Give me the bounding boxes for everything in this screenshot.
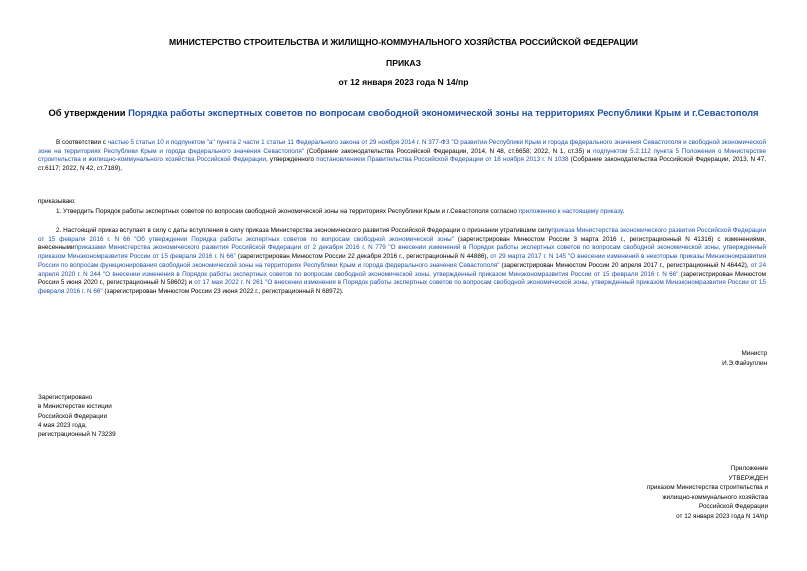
appendix-line: УТВЕРЖДЕН <box>728 474 768 482</box>
order-779-link[interactable]: приказами Министерства экономического развития Российской Федерации от 2 декабря 2016 г. N 779 "О внесении изменений в Порядок работы экспертных советов по вопросам свободной экономической зоны, утвержденный приказом Минэкономразвития России от 15 февраля 2016 г. N 66" <box>38 244 766 261</box>
preamble-paragraph <box>38 139 766 174</box>
title-link[interactable]: Порядка работы экспертных советов по вопросам свободной экономической зоны на территориях Республики Крым и г.Севастополя <box>128 107 759 118</box>
ministry-heading: МИНИСТЕРСТВО СТРОИТЕЛЬСТВА И ЖИЛИЩНО-КОММУНАЛЬНОГО ХОЗЯЙСТВА РОССИЙСКОЙ ФЕДЕРАЦИИ <box>169 37 638 47</box>
preamble-text-4: (Собрание законодательства Российской Федерации, 2013, N 47, ст.6117; 2022, N 42, ст.7189), <box>38 156 767 173</box>
appendix-line: Приложение <box>730 465 768 472</box>
registration-line: Зарегистрировано <box>38 394 93 401</box>
registration-line: 4 мая 2023 года, <box>38 421 87 429</box>
appendix-link[interactable]: приложению к настоящему приказу <box>518 208 623 215</box>
regulation-link[interactable]: подпунктом 5.2.112 пункта 5 Положения о Министерстве строительства и жилищно-коммунального хозяйства Российской Федерации <box>38 147 766 164</box>
document-date-number: от 12 января 2023 года N 14/пр <box>338 77 469 87</box>
item-2-text-6: (зарегистрирован Минюстом России 23 июня 2022 г., регистрационный N 68972). <box>102 287 344 295</box>
preamble-text-3: , утвержденного <box>265 156 317 164</box>
appendix-line: Российской Федерации <box>699 503 768 511</box>
federal-law-link[interactable]: частью 5 статьи 10 и подпунктом "а" пункта 2 части 1 статьи 11 Федерального закона от 29 ноября 2014 г. N 377-ФЗ "О развитии Республики Крым и города федерального значения Севастополя и свободной экономической зоне на территориях Республики Крым и города федерального значения Севастополя" <box>38 139 766 155</box>
order-244-link[interactable]: от 24 апреля 2020 г. N 244 "О внесении изменения в Порядок работы экспертных советов по вопросам свободной экономической зоны, утвержденный приказом Минэкономразвития России от 15 февраля 2016 г. N 66" <box>38 261 766 278</box>
government-resolution-link[interactable]: постановлением Правительства Российской Федерации от 18 ноября 2013 г. N 1038 <box>316 156 569 164</box>
item-2-text-2: (зарегистрирован Минюстом России 3 марта 2016 г., регистрационный N 41316) с изменениями, внесенными <box>38 235 766 252</box>
preamble-text-2: (Собрание законодательства Российской Федерации, 2014, N 48, ст.6658; 2022, N 1, ст.35) и <box>304 147 594 155</box>
registration-line: Российской Федерации <box>38 412 107 420</box>
item-2 <box>38 227 766 297</box>
order-66-link[interactable]: приказа Министерства экономического развития Российской Федерации от 15 февраля 2016 г. N 66 "Об утверждении Порядка работы экспертных советов по вопросам свободной экономической зоны" <box>38 227 767 243</box>
signature-name: И.Э.Файзуллин <box>722 359 767 367</box>
appendix-line: приказом Министерства строительства и <box>646 484 768 492</box>
item-2-text-1: 2. Настоящий приказ вступает в силу с даты вступления в силу приказа Министерства экономического развития Российской Федерации о признании утратившим силу <box>56 227 552 234</box>
preamble-text-1: В соответствии с <box>56 139 108 146</box>
item-1 <box>38 208 766 217</box>
order-145-link[interactable]: от 29 марта 2017 г. N 145 "О внесении изменений в некоторые приказы Минэкономразвития России по вопросам функционирования свободной экономической зоны на территориях Республики Крым и города федерального значения Севастополя" <box>38 253 767 269</box>
appendix-line: от 12 января 2023 года N 14/пр <box>676 512 768 520</box>
document-type: ПРИКАЗ <box>386 58 421 68</box>
order-261-link[interactable]: от 17 мая 2022 г. N 261 "О внесении изменения в Порядок работы экспертных советов по вопросам свободной экономической зоны, утвержденный приказом Минэкономразвития России от 15 февраля 2016 г. N 66" <box>38 279 766 295</box>
item-2-text-3: (зарегистрирован Минюстом России 22 декабря 2016 г., регистрационный N 44886), <box>235 253 491 261</box>
item-2-text-5: (зарегистрирован Минюстом России 5 июня 2020 г., регистрационный N 58602) и <box>38 270 766 287</box>
title-prefix: Об утверждении <box>48 107 129 118</box>
appendix-block <box>647 464 768 522</box>
item-1-text: 1. Утвердить Порядок работы экспертных советов по вопросам свободной экономической зоны на территориях Республики Крым и г.Севастополя согласно <box>56 208 519 215</box>
signature-block <box>722 349 767 368</box>
registration-line: регистрационный N 73239 <box>38 431 116 439</box>
item-2-text-4: (зарегистрирован Минюстом России 20 апреля 2017 г., регистрационный N 46442), <box>499 261 751 269</box>
document-title <box>0 107 807 118</box>
orders-word: приказываю: <box>38 198 76 205</box>
item-1-text-end: . <box>622 208 625 215</box>
appendix-line: жилищно-коммунального хозяйства <box>662 493 768 501</box>
signature-position: Министр <box>741 350 767 357</box>
registration-line: в Министерстве юстиции <box>38 403 112 411</box>
registration-block <box>38 393 116 439</box>
